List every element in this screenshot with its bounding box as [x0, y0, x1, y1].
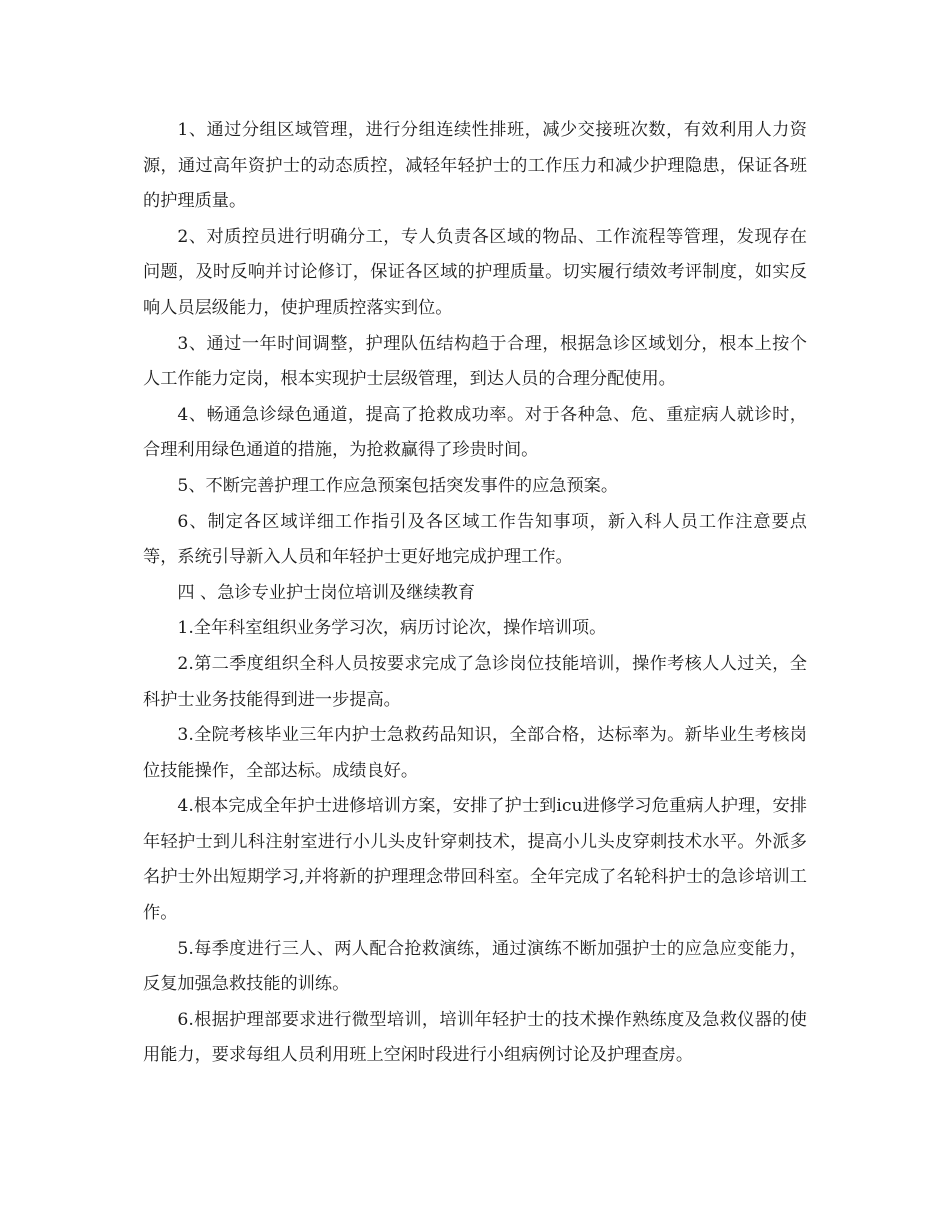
paragraph-4: 4、畅通急诊绿色通道，提高了抢救成功率。对于各种急、危、重症病人就诊时，合理利用绿色通道的措施，为抢救赢得了珍贵时间。	[143, 404, 807, 461]
paragraph-1: 1、通过分组区域管理，进行分组连续性排班，减少交接班次数，有效利用人力资源，通过高年资护士的动态质控，减轻年轻护士的工作压力和减少护理隐患，保证各班的护理质量。	[143, 120, 807, 212]
paragraph-2: 2、对质控员进行明确分工，专人负责各区域的物品、工作流程等管理，发现存在问题，及时反响并讨论修订，保证各区域的护理质量。切实履行绩效考评制度，如实反响人员层级能力，使护理质控落实到位。	[143, 226, 807, 318]
paragraph-7: 1.全年科室组织业务学习次，病历讨论次，操作培训项。	[177, 618, 607, 639]
paragraph-12: 6.根据护理部要求进行微型培训，培训年轻护士的技术操作熟练度及急救仪器的使用能力，要求每组人员利用班上空闲时段进行小组病例讨论及护理查房。	[143, 1009, 807, 1066]
section-heading: 四 、急诊专业护士岗位培训及继续教育	[177, 582, 476, 603]
document-body	[143, 113, 807, 1074]
paragraph-6: 6、制定各区域详细工作指引及各区域工作告知事项，新入科人员工作注意要点等，系统引导新入人员和年轻护士更好地完成护理工作。	[143, 511, 807, 568]
paragraph-10: 4.根本完成全年护士进修培训方案，安排了护士到icu进修学习危重病人护理，安排年轻护士到儿科注射室进行小儿头皮针穿刺技术，提高小儿头皮穿刺技术水平。外派多名护士外出短期学习,并将新的护理理念带回科室。全年完成了名轮科护士的急诊培训工作。	[143, 796, 807, 924]
paragraph-5: 5、不断完善护理工作应急预案包括突发事件的应急预案。	[177, 475, 619, 496]
paragraph-11: 5.每季度进行三人、两人配合抢救演练，通过演练不断加强护士的应急应变能力，反复加强急救技能的训练。	[143, 938, 807, 995]
paragraph-8: 2.第二季度组织全科人员按要求完成了急诊岗位技能培训，操作考核人人过关，全科护士业务技能得到进一步提高。	[143, 653, 807, 710]
paragraph-9: 3.全院考核毕业三年内护士急救药品知识，全部合格，达标率为。新毕业生考核岗位技能操作，全部达标。成绩良好。	[143, 725, 807, 781]
paragraph-3: 3、通过一年时间调整，护理队伍结构趋于合理，根据急诊区域划分，根本上按个人工作能力定岗，根本实现护士层级管理，到达人员的合理分配使用。	[143, 333, 807, 390]
